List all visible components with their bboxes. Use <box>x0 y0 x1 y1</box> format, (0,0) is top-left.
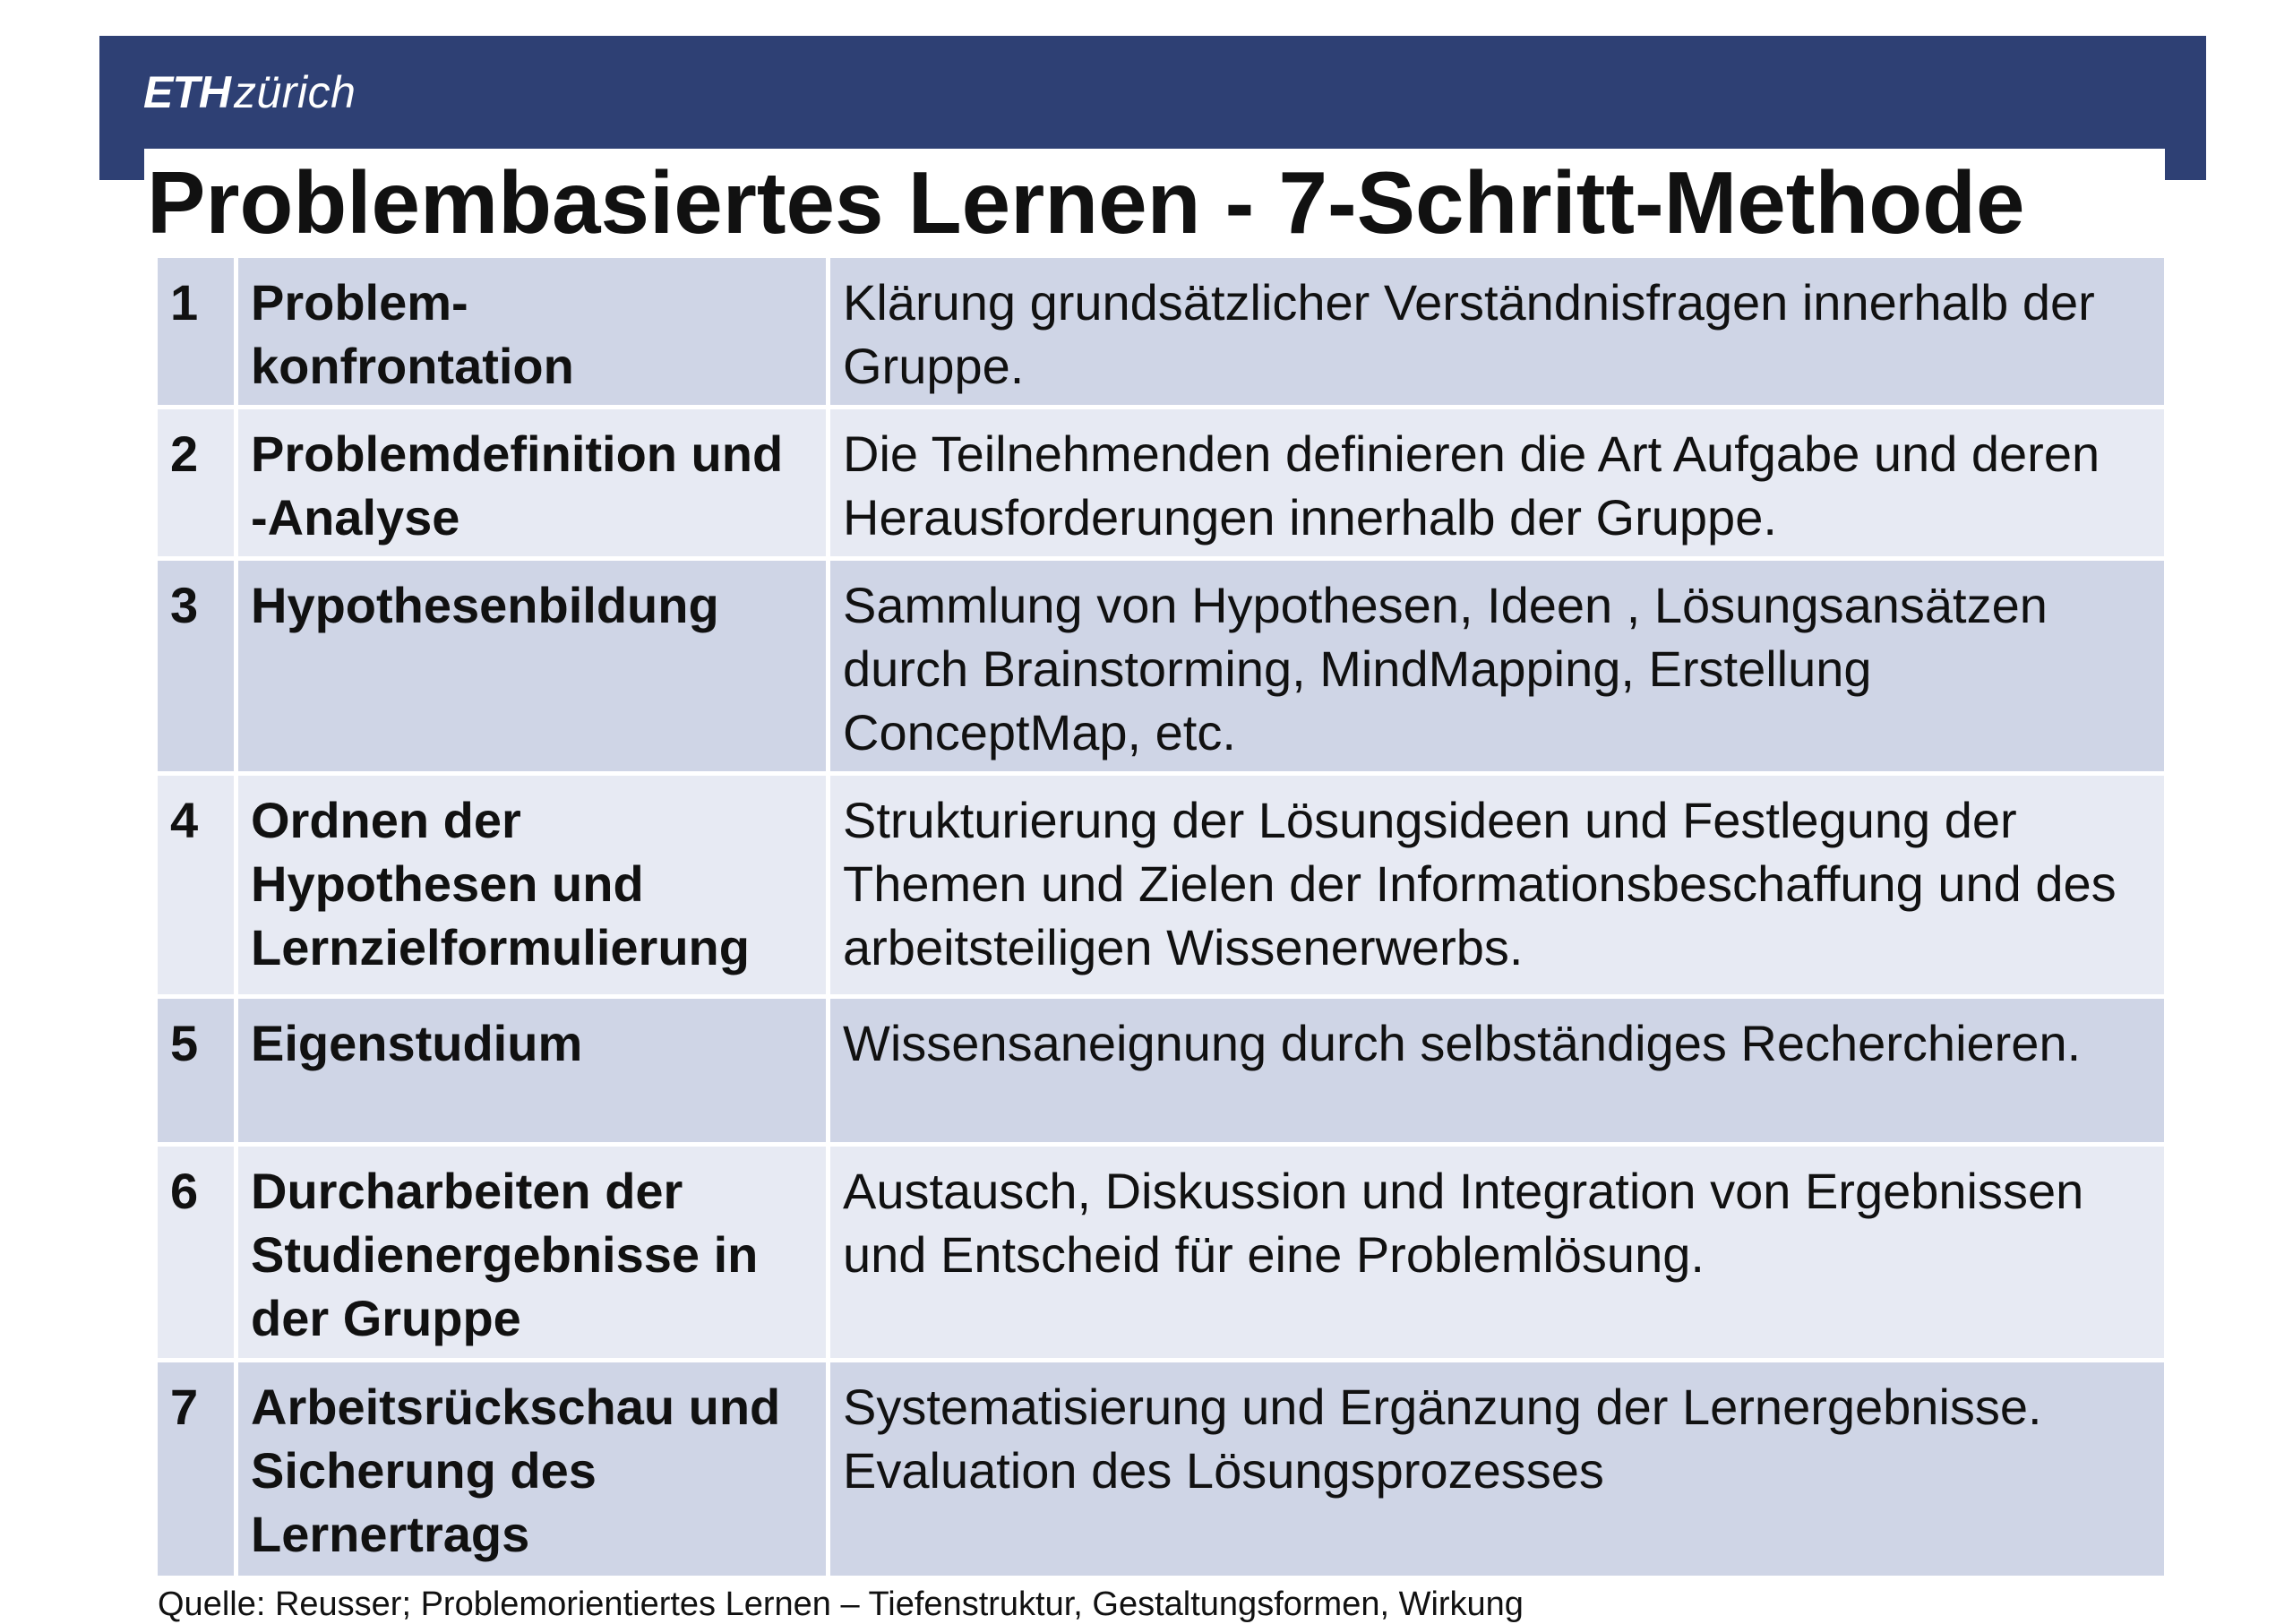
step-row-2 <box>158 409 2164 556</box>
step-description: Austausch, Diskussion und Integration von Ergebnissen und Entscheid für eine Problemlösung. <box>830 1147 2164 1358</box>
step-name: Ordnen der Hypothesen und Lernzielformulierung <box>238 776 826 994</box>
steps-table <box>153 253 2168 1580</box>
step-row-1 <box>158 258 2164 405</box>
step-description: Klärung grundsätzlicher Verständnisfragen innerhalb der Gruppe. <box>830 258 2164 405</box>
step-row-5 <box>158 999 2164 1142</box>
step-row-6 <box>158 1147 2164 1358</box>
logo-city-text: zürich <box>234 67 356 117</box>
step-name <box>238 258 826 405</box>
step-number: 4 <box>158 776 234 994</box>
eth-zurich-logo <box>143 61 356 124</box>
step-description: Die Teilnehmenden definieren die Art Aufgabe und deren Herausforderungen innerhalb der Gruppe. <box>830 409 2164 556</box>
step-row-3 <box>158 561 2164 771</box>
slide-title: Problembasiertes Lernen - 7-Schritt-Methode <box>147 153 2025 252</box>
step-number: 2 <box>158 409 234 556</box>
step-name: Durcharbeiten der Studienergebnisse in der Gruppe <box>238 1147 826 1358</box>
step-row-4 <box>158 776 2164 994</box>
step-description: Sammlung von Hypothesen, Ideen , Lösungsansätzen durch Brainstorming, MindMapping, Erstellung ConceptMap, etc. <box>830 561 2164 771</box>
step-name: Problemdefinition und -Analyse <box>238 409 826 556</box>
step-description: Strukturierung der Lösungsideen und Festlegung der Themen und Zielen der Informationsbeschaffung und des arbeitsteiligen Wissenerwerbs. <box>830 776 2164 994</box>
step-row-7 <box>158 1362 2164 1576</box>
source-citation: Quelle: Reusser; Problemorientiertes Lernen – Tiefenstruktur, Gestaltungsformen, Wirkung <box>158 1585 1524 1623</box>
step-description: Wissensaneignung durch selbständiges Recherchieren. <box>830 999 2164 1142</box>
step-number: 5 <box>158 999 234 1142</box>
step-number: 7 <box>158 1362 234 1576</box>
step-number: 3 <box>158 561 234 771</box>
step-name: Arbeitsrückschau und Sicherung des Lernertrags <box>238 1362 826 1576</box>
step-name: Hypothesenbildung <box>238 561 826 771</box>
step-description: Systematisierung und Ergänzung der Lernergebnisse. Evaluation des Lösungsprozesses <box>830 1362 2164 1576</box>
step-name-line: Problem- konfrontation <box>251 274 574 394</box>
step-number: 1 <box>158 258 234 405</box>
logo-eth-text: ETH <box>143 67 230 117</box>
step-name: Eigenstudium <box>238 999 826 1142</box>
step-number: 6 <box>158 1147 234 1358</box>
